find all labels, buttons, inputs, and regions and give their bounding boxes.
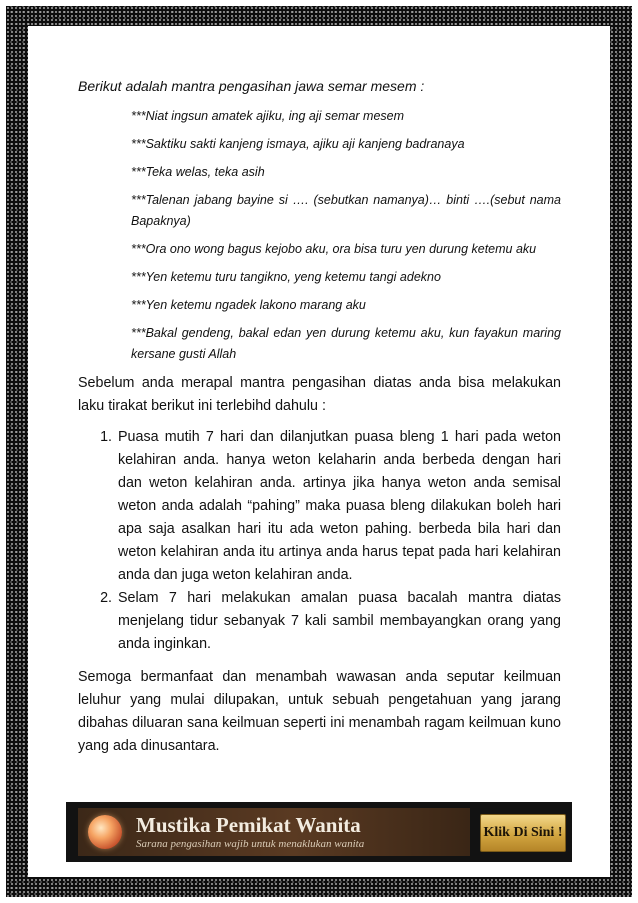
intro-text: Berikut adalah mantra pengasihan jawa semar mesem : xyxy=(78,78,425,94)
document-body xyxy=(78,76,561,766)
step-item: 2. Selam 7 hari melakukan amalan puasa bacalah mantra diatas menjelang tidur sebanyak 7 kali sambil membayangkan orang yang anda inginkan. xyxy=(116,587,561,656)
step-item: 1. Puasa mutih 7 hari dan dilanjutkan puasa bleng 1 hari pada weton kelahiran anda. hanya weton kelaharin anda berbeda dengan hari dan weton kelahiran anda. artinya jika hanya weton anda semisal weton anda adalah “pahing” maka puasa bleng dilakukan boleh hari apa saja asalkan hari itu ada weton pahing. berbeda bila hari dan weton kelahiran anda itu artinya anda harus tepat pada hari kelahiran anda dan juga weton kelahiran anda. xyxy=(116,426,561,587)
mantra-line: ***Niat ingsun amatek ajiku, ing aji semar mesem xyxy=(131,109,405,123)
steps-list xyxy=(78,426,561,656)
mantra-line: ***Talenan jabang bayine si …. (sebutkan namanya)… binti ….(sebut nama Bapaknya) xyxy=(131,193,561,228)
ad-banner[interactable] xyxy=(66,802,572,862)
mantra-line: ***Teka welas, teka asih xyxy=(131,165,265,179)
closing-paragraph: Semoga bermanfaat dan menambah wawasan anda seputar keilmuan leluhur yang mulai dilupakan, untuk sebuah pengetahuan yang jarang dibahas diluaran sana keilmuan seperti ini menambah ragam keilmuan kuno yang ada dinusantara. xyxy=(78,669,561,754)
ad-title: Mustika Pemikat Wanita xyxy=(136,813,361,837)
ad-banner-panel[interactable] xyxy=(78,808,470,856)
paragraph-before-steps: Sebelum anda merapal mantra pengasihan diatas anda bisa melakukan laku tirakat berikut ini terlebihd dahulu : xyxy=(78,375,561,414)
mantra-list xyxy=(78,106,561,365)
ad-banner-text xyxy=(136,813,364,851)
mantra-line: ***Ora ono wong bagus kejobo aku, ora bisa turu yen durung ketemu aku xyxy=(131,242,537,256)
mantra-line: ***Saktiku sakti kanjeng ismaya, ajiku aji kanjeng badranaya xyxy=(131,137,465,151)
click-here-button[interactable]: Klik Di Sini ! xyxy=(480,814,566,852)
mantra-line: ***Yen ketemu ngadek lakono marang aku xyxy=(131,298,366,312)
ad-subtitle: Sarana pengasihan wajib untuk menaklukan wanita xyxy=(136,838,365,850)
gemstone-icon xyxy=(88,815,122,849)
mantra-line: ***Yen ketemu turu tangikno, yeng ketemu tangi adekno xyxy=(131,270,441,284)
mantra-line: ***Bakal gendeng, bakal edan yen durung ketemu aku, kun fayakun maring kersane gusti Allah xyxy=(131,326,561,361)
